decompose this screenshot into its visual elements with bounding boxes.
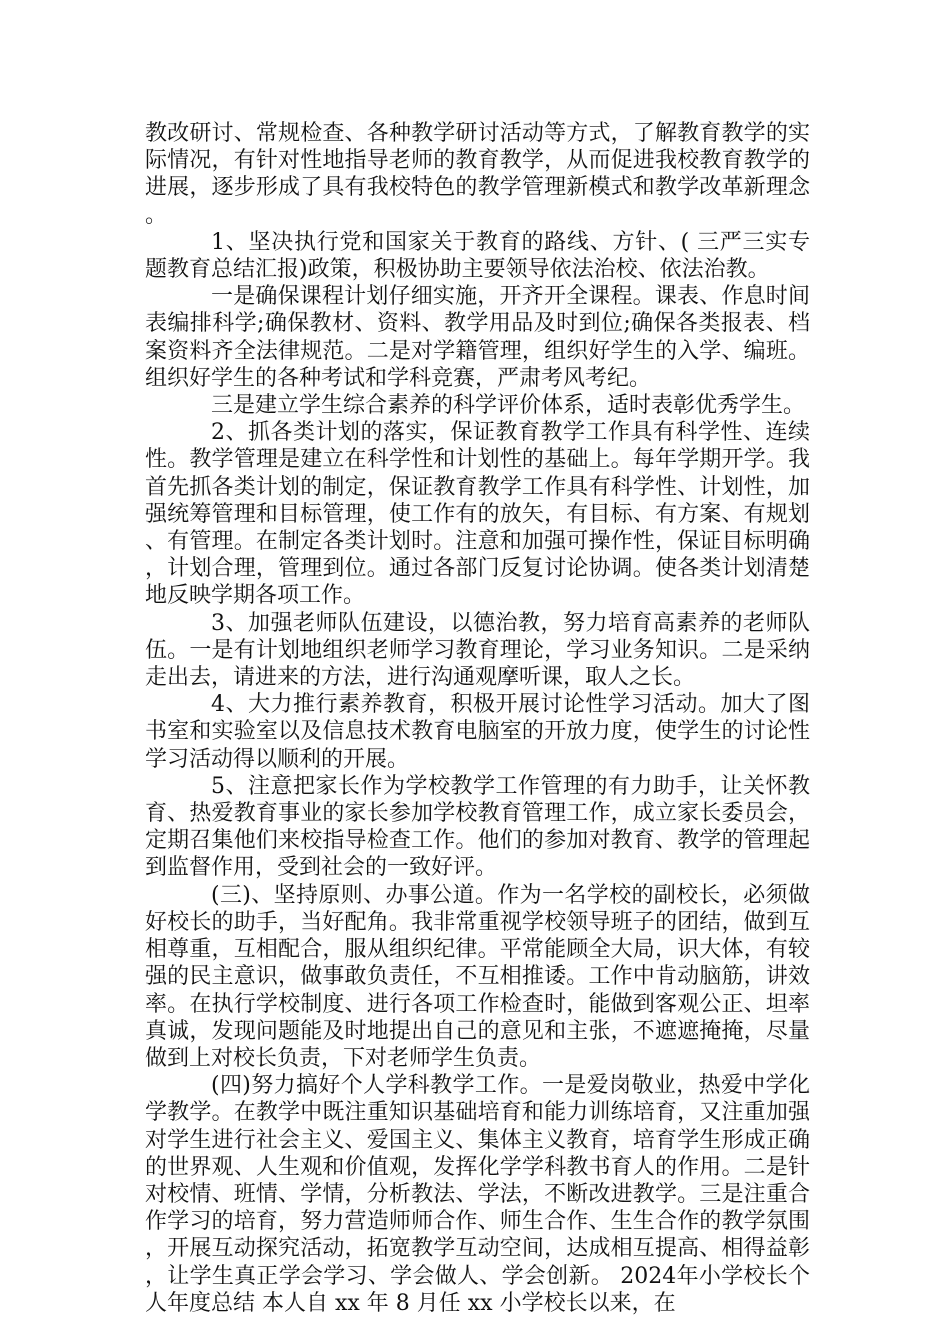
paragraph-10: (四)努力搞好个人学科教学工作。一是爱岗敬业，热爱中学化学教学。在教学中既注重知识基础培育和能力训练培育，又注重加强对学生进行社会主义、爱国主义、集体主义教育，培育学生形成正确的世界观、人生观和价值观，发挥化学学科教书育人的作用。二是针对校情、班情、学情，分析教法、学法，不断改进教学。三是注重合作学习的培育，努力营造师师合作、师生合作、生生合作的教学氛围，开展互动探究活动，拓宽教学互动空间，达成相互提高、相得益彰，让学生真正学会学习、学会做人、学会创新。 2024年小学校长个人年度总结 本人自 xx 年 8 月任 xx 小学校长以来，在 <box>145 1073 810 1316</box>
paragraph-4: 三是建立学生综合素养的科学评价体系，适时表彰优秀学生。 <box>211 393 806 419</box>
paragraph-5: 2、抓各类计划的落实，保证教育教学工作具有科学性、连续性。教学管理是建立在科学性和计划性的基础上。每年学期开学。我首先抓各类计划的制定，保证教育教学工作具有科学性、计划性，加强统筹管理和目标管理，使工作有的放矢，有目标、有方案、有规划、有管理。在制定各类计划时。注意和加强可操作性，保证目标明确，计划合理，管理到位。通过各部门反复讨论协调。使各类计划清楚地反映学期各项工作。 <box>145 420 810 609</box>
paragraph-8: 5、注意把家长作为学校教学工作管理的有力助手，让关怀教育、热爱教育事业的家长参加学校教育管理工作，成立家长委员会，定期召集他们来校指导检查工作。他们的参加对教育、教学的管理起到监督作用，受到社会的一致好评。 <box>145 773 810 881</box>
paragraph-1: 教改研讨、常规检查、各种教学研讨活动等方式，了解教育教学的实际情况，有针对性地指导老师的教育教学，从而促进我校教育教学的进展，逐步形成了具有我校特色的教学管理新模式和教学改革新理念。 <box>145 121 810 228</box>
paragraph-3: 一是确保课程计划仔细实施，开齐开全课程。课表、作息时间表编排科学;确保教材、资料、教学用品及时到位;确保各类报表、档案资料齐全法律规范。二是对学籍管理，组织好学生的入学、编班。组织好学生的各种考试和学科竞赛，严肃考风考纪。 <box>145 284 810 391</box>
document-page <box>145 120 810 1317</box>
paragraph-9: (三)、坚持原则、办事公道。作为一名学校的副校长，必须做好校长的助手，当好配角。我非常重视学校领导班子的团结，做到互相尊重，互相配合，服从组织纪律。平常能顾全大局，识大体，有较强的民主意识，做事敢负责任，不互相推诿。工作中肯动脑筋，讲效率。在执行学校制度、进行各项工作检查时，能做到客观公正、坦率真诚，发现问题能及时地提出自己的意见和主张，不遮遮掩掩，尽量做到上对校长负责，下对老师学生负责。 <box>145 882 810 1071</box>
paragraph-6: 3、加强老师队伍建设，以德治教，努力培育高素养的老师队伍。一是有计划地组织老师学习教育理论，学习业务知识。二是采纳走出去，请进来的方法，进行沟通观摩听课，取人之长。 <box>145 610 810 691</box>
paragraph-7: 4、大力推行素养教育，积极开展讨论性学习活动。加大了图书室和实验室以及信息技术教育电脑室的开放力度，使学生的讨论性学习活动得以顺利的开展。 <box>145 692 810 772</box>
paragraph-2: 1、坚决执行党和国家关于教育的路线、方针、( 三严三实专题教育总结汇报)政策，积极协助主要领导依法治校、依法治教。 <box>145 229 810 283</box>
